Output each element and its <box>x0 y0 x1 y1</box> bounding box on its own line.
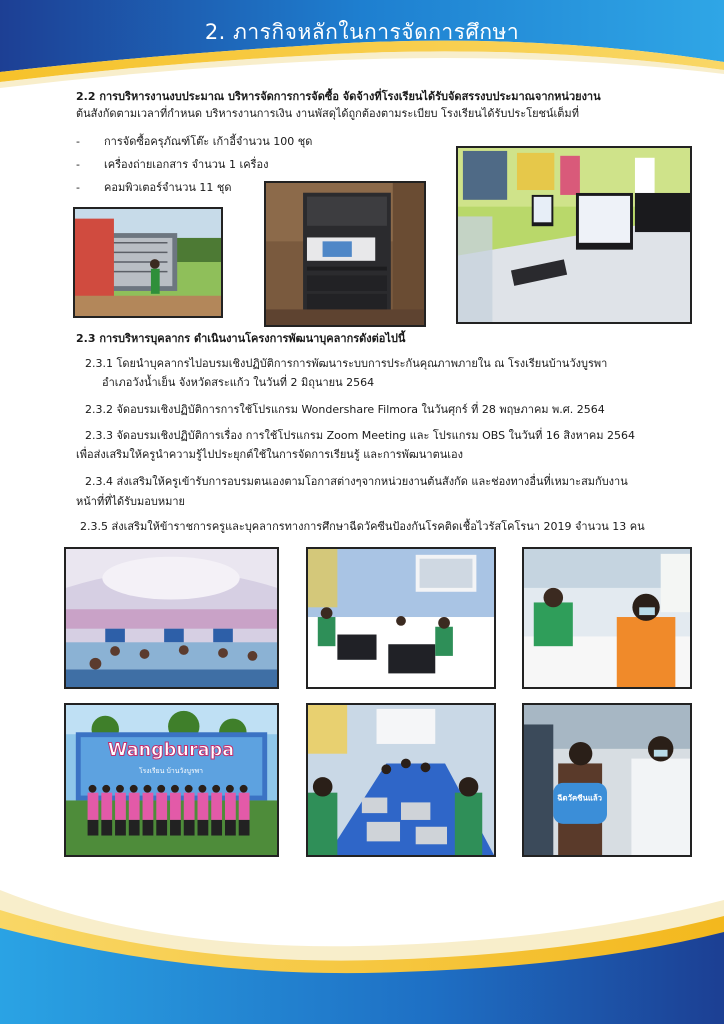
vaccinated-staff-photo <box>522 703 692 857</box>
budget-list-item: - เครื่องถ่ายเอกสาร จำนวน 1 เครื่อง <box>76 158 269 171</box>
personnel-item-3-line1: 2.3.3 จัดอบรมเชิงปฏิบัติการเรื่อง การใช้โปรแกรม Zoom Meeting และ โปรแกรม OBS ในวันที่ 16 สิงหาคม 2564 <box>85 429 636 442</box>
personnel-item-1-line1: 2.3.1 โดยนำบุคลากรไปอบรมเชิงปฏิบัติการการพัฒนาระบบการประกันคุณภาพภายใน ณ โรงเรียนบ้านวังบูรพา <box>85 357 608 370</box>
budget-list-item: - คอมพิวเตอร์จำนวน 11 ชุด <box>76 181 232 194</box>
wangburapa-sign-subtext: โรงเรียน บ้านวังบูรพา <box>138 767 204 776</box>
laptop-workshop-photo <box>306 703 496 857</box>
personnel-item-3-line2: เพื่อส่งเสริมให้ครูนำความรู้ไปประยุกต์ใช้ในการจัดการเรียนรู้ และการพัฒนาตนเอง <box>76 448 463 461</box>
vaccination-registration-photo <box>522 547 692 689</box>
budget-line2: ต้นสังกัดตามเวลาที่กำหนด บริหารงานการเงิน งานพัสดุได้ถูกต้องตามระเบียบ โรงเรียนได้รับประโยชน์เต็มที่ <box>76 107 579 120</box>
personnel-item-4-line1: 2.3.4 ส่งเสริมให้ครูเข้ารับการอบรมตนเองตามโอกาสต่างๆจากหน่วยงานต้นสังกัด และช่องทางอื่นที่เหมาะสมกับงาน <box>85 475 628 488</box>
staff-group-photo <box>64 703 279 857</box>
header-banner <box>0 0 724 90</box>
budget-heading: 2.2 การบริหารงานงบประมาณ บริหารจัดการการจัดซื้อ จัดจ้างที่โรงเรียนได้รับจัดสรรงบประมาณจากหน่วยงาน <box>76 90 601 103</box>
budget-list-item: - การจัดซื้อครุภัณฑ์โต๊ะ เก้าอี้จำนวน 100 ชุด <box>76 135 313 148</box>
wangburapa-sign-text: Wangburapa <box>107 740 235 761</box>
footer-wave <box>0 880 724 1024</box>
photocopier-photo <box>264 181 426 327</box>
furniture-delivery-photo <box>73 207 223 318</box>
computer-lab-photo <box>456 146 692 324</box>
computer-training-photo <box>306 547 496 689</box>
footer-wave-graphic <box>0 880 724 1024</box>
page-title: 2. ภารกิจหลักในการจัดการศึกษา <box>204 20 520 44</box>
personnel-heading: 2.3 การบริหารบุคลากร ดำเนินงานโครงการพัฒนาบุคลากรดังต่อไปนี้ <box>76 332 406 345</box>
personnel-item-5: 2.3.5 ส่งเสริมให้ข้าราชการครูและบุคลากรทางการศึกษาฉีดวัคซีนป้องกันโรคติดเชื้อไวรัสโคโรนา 2019 จำนวน 13 คน <box>80 520 645 533</box>
vaccinated-sign-text: ฉีดวัคซีนแล้ว <box>557 793 603 803</box>
personnel-item-4-line2: หน้าที่ที่ได้รับมอบหมาย <box>76 495 185 508</box>
personnel-item-1-line2: อำเภอวังน้ำเย็น จังหวัดสระแก้ว ในวันที่ 2 มิถุนายน 2564 <box>102 376 375 389</box>
personnel-item-2: 2.3.2 จัดอบรมเชิงปฏิบัติการการใช้โปรแกรม Wondershare Filmora ในวันศุกร์ ที่ 28 พฤษภาคม พ.ศ. 2564 <box>85 403 605 416</box>
training-hall-photo <box>64 547 279 689</box>
